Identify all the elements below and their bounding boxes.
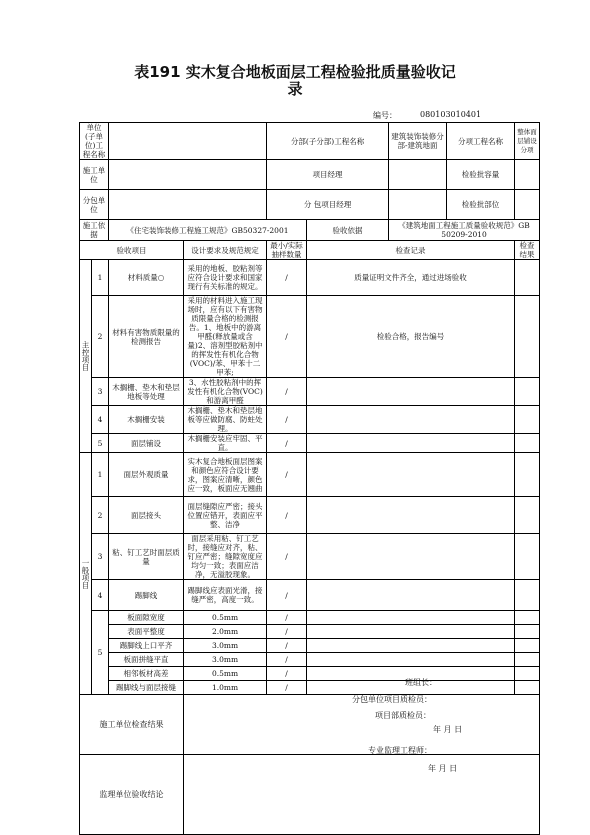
item-name: 踢脚线 xyxy=(109,580,184,611)
item-sample: / xyxy=(267,453,307,497)
construction-result-label: 施工单位检查结果 xyxy=(80,695,184,755)
team-leader-label: 班组长： xyxy=(405,678,437,687)
item-result[interactable] xyxy=(515,296,540,378)
item-no: 5 xyxy=(92,434,109,453)
item-requirement: 木搁栅安装应牢固、平直。 xyxy=(184,434,267,453)
item-requirement: 采用的材料进入施工现场时，应有以下有害物质限量合格的检测报告。1、地板中的游离甲醛(释放量或含量)2、溶剂型胶粘剂中的挥发性有机化合物(VOC)/苯、甲苯十二甲苯; xyxy=(184,296,267,378)
table-row xyxy=(80,534,540,580)
tolerance-value: 2.0mm xyxy=(184,625,267,639)
tolerance-sample: / xyxy=(267,639,307,653)
supervision-area[interactable] xyxy=(184,755,540,835)
code-label: 编号： xyxy=(373,111,397,120)
tolerance-record[interactable] xyxy=(307,653,515,667)
subcontract-manager-label: 分 包项目经理 xyxy=(267,190,389,220)
item-requirement: 踢脚线应表面光滑，接缝严密，高度一致。 xyxy=(184,580,267,611)
batch-capacity-value[interactable] xyxy=(515,160,540,190)
tolerance-value: 3.0mm xyxy=(184,639,267,653)
tolerance-name: 板面隙宽度 xyxy=(109,611,184,625)
tolerance-name: 板面拼缝平直 xyxy=(109,653,184,667)
tolerance-row xyxy=(80,625,540,639)
item-requirement: 木搁栅、垫木和垫层地板等应做防腐、防蛀处理。 xyxy=(184,406,267,434)
item-requirement: 采用的地板、胶粘剂等应符合设计要求和国家现行有关标准的规定。 xyxy=(184,260,267,296)
tolerance-name: 踢脚线上口平齐 xyxy=(109,639,184,653)
item-no: 4 xyxy=(92,406,109,434)
item-name: 材料质量○ xyxy=(109,260,184,296)
unit-value[interactable] xyxy=(109,123,267,160)
item-result[interactable] xyxy=(515,534,540,580)
tolerance-result[interactable] xyxy=(515,639,540,653)
table-row xyxy=(80,580,540,611)
item-no: 2 xyxy=(92,497,109,534)
supervision-row xyxy=(80,755,540,835)
basis-value: 《住宅装饰装修工程施工规范》GB50327-2001 xyxy=(109,220,307,241)
batch-location-label: 检验批部位 xyxy=(447,190,515,220)
item-sample: / xyxy=(267,434,307,453)
item-name-value: 整体面层铺设分项 xyxy=(515,123,540,160)
item-name: 材料有害物质限量的检测报告 xyxy=(109,296,184,378)
item-record[interactable] xyxy=(307,378,515,406)
subcontract-unit-label: 分包单位 xyxy=(80,190,109,220)
construction-unit-label: 施工单位 xyxy=(80,160,109,190)
sub-inspector-label: 分包单位项目质检员： xyxy=(352,695,432,704)
item-record[interactable] xyxy=(307,497,515,534)
item-sample: / xyxy=(267,580,307,611)
tolerance-record[interactable] xyxy=(307,639,515,653)
table-row xyxy=(80,406,540,434)
table-row xyxy=(80,497,540,534)
subcontract-unit-value[interactable] xyxy=(109,190,267,220)
construction-date: 年 月 日 xyxy=(433,725,463,734)
tolerance-record[interactable] xyxy=(307,625,515,639)
item-name: 面层接头 xyxy=(109,497,184,534)
col-record: 检查记录 xyxy=(307,241,515,260)
item-record[interactable] xyxy=(307,534,515,580)
item-requirement: 3、水性胶粘剂中的挥发性有机化合物(VOC)和游离甲醛 xyxy=(184,378,267,406)
tolerance-result[interactable] xyxy=(515,611,540,625)
tolerance-value: 0.5mm xyxy=(184,611,267,625)
col-item: 验收项目 xyxy=(80,241,184,260)
tolerance-name: 相邻板材高差 xyxy=(109,667,184,681)
item-name: 粘、钉工艺时面层质量 xyxy=(109,534,184,580)
acceptance-basis-value: 《建筑地面工程施工质量验收规范》GB 50209-2010 xyxy=(389,220,540,241)
tolerance-record[interactable] xyxy=(307,611,515,625)
item-sample: / xyxy=(267,497,307,534)
table-row xyxy=(80,296,540,378)
item-result[interactable] xyxy=(515,378,540,406)
item-no: 1 xyxy=(92,260,109,296)
item-record[interactable] xyxy=(307,406,515,434)
item-no: 3 xyxy=(92,534,109,580)
supervisor-label: 专业监理工程师： xyxy=(368,746,432,755)
subpart-value: 建筑装饰装修分部-建筑地面 xyxy=(389,123,447,160)
title-line-1: 表191 实木复合地板面层工程检验批质量验收记 xyxy=(134,63,456,81)
tolerance-sample: / xyxy=(267,611,307,625)
item-result[interactable] xyxy=(515,406,540,434)
general-items-label: 一般项目 xyxy=(80,453,92,695)
item-requirement: 实木复合地板面层图案和颜色应符合设计要求，图案应清晰，颜色应一致，板面应无翘曲 xyxy=(184,453,267,497)
tolerance-result[interactable] xyxy=(515,625,540,639)
tolerance-no: 5 xyxy=(92,611,109,695)
item-record[interactable]: 检验合格，报告编号 xyxy=(307,296,515,378)
table-row xyxy=(80,453,540,497)
item-no: 4 xyxy=(92,580,109,611)
item-requirement: 面层缝隙应严密；接头位置应错开，表面应平整、洁净 xyxy=(184,497,267,534)
basis-label: 施工依据 xyxy=(80,220,109,241)
tolerance-result[interactable] xyxy=(515,653,540,667)
tolerance-name: 表面平整度 xyxy=(109,625,184,639)
item-sample: / xyxy=(267,296,307,378)
code-value: 080103010401 xyxy=(420,110,482,119)
supervision-date: 年 月 日 xyxy=(428,764,458,773)
table-row xyxy=(80,434,540,453)
main-items-label: 主控项目 xyxy=(80,260,92,453)
project-inspector-label: 项目部质检员： xyxy=(375,711,431,720)
item-requirement: 面层采用粘、钉工艺时，接缝应对齐，粘、钉应严密；缝隙宽度应均匀一致；表面应洁净，无溢胶现象。 xyxy=(184,534,267,580)
construction-result-row xyxy=(80,695,540,755)
item-no: 1 xyxy=(92,453,109,497)
tolerance-sample: / xyxy=(267,653,307,667)
item-no: 2 xyxy=(92,296,109,378)
item-sample: / xyxy=(267,406,307,434)
tolerance-value: 1.0mm xyxy=(184,681,267,695)
item-name: 木搁栅、垫木和垫层地板等处理 xyxy=(109,378,184,406)
construction-unit-value[interactable] xyxy=(109,160,267,190)
col-requirement: 设计要求及规范规定 xyxy=(184,241,267,260)
batch-location-value[interactable] xyxy=(515,190,540,220)
tolerance-sample: / xyxy=(267,681,307,695)
table-row xyxy=(80,378,540,406)
table-row xyxy=(80,260,540,296)
tolerance-result[interactable] xyxy=(515,667,540,681)
tolerance-row xyxy=(80,653,540,667)
item-sample: / xyxy=(267,260,307,296)
item-sample: / xyxy=(267,378,307,406)
title-line-2: 录 xyxy=(287,80,303,98)
tolerance-row xyxy=(80,681,540,695)
manager-value[interactable] xyxy=(389,160,447,190)
tolerance-value: 0.5mm xyxy=(184,667,267,681)
item-no: 3 xyxy=(92,378,109,406)
tolerance-sample: / xyxy=(267,625,307,639)
item-record[interactable] xyxy=(307,434,515,453)
item-sample: / xyxy=(267,534,307,580)
tolerance-row xyxy=(80,639,540,653)
tolerance-name: 踢脚线与面层接缝 xyxy=(109,681,184,695)
item-result[interactable] xyxy=(515,580,540,611)
tolerance-row xyxy=(80,667,540,681)
supervision-label: 监理单位验收结论 xyxy=(80,755,184,835)
unit-label: 单位(子单位)工程名称 xyxy=(80,123,109,160)
col-result: 检查结果 xyxy=(515,241,540,260)
batch-capacity-label: 检验批容量 xyxy=(447,160,515,190)
inspection-form-table xyxy=(79,122,540,835)
subpart-label: 分部(子分部)工程名称 xyxy=(267,123,389,160)
item-result[interactable] xyxy=(515,453,540,497)
item-result[interactable] xyxy=(515,434,540,453)
tolerance-result[interactable] xyxy=(515,681,540,695)
tolerance-sample: / xyxy=(267,667,307,681)
item-result[interactable] xyxy=(515,260,540,296)
item-record[interactable] xyxy=(307,453,515,497)
subcontract-manager-value[interactable] xyxy=(389,190,447,220)
item-name: 木搁栅安装 xyxy=(109,406,184,434)
acceptance-basis-label: 验收依据 xyxy=(307,220,389,241)
document-title xyxy=(90,64,500,98)
tolerance-row xyxy=(80,611,540,625)
item-name: 面层外观质量 xyxy=(109,453,184,497)
tolerance-value: 3.0mm xyxy=(184,653,267,667)
manager-label: 项目经理 xyxy=(267,160,389,190)
item-record[interactable] xyxy=(307,580,515,611)
item-record[interactable]: 质量证明文件齐全，通过进场验收 xyxy=(307,260,515,296)
item-name: 面层铺设 xyxy=(109,434,184,453)
item-result[interactable] xyxy=(515,497,540,534)
col-sample: 最小/实际抽样数量 xyxy=(267,241,307,260)
item-name-label: 分项工程名称 xyxy=(447,123,515,160)
